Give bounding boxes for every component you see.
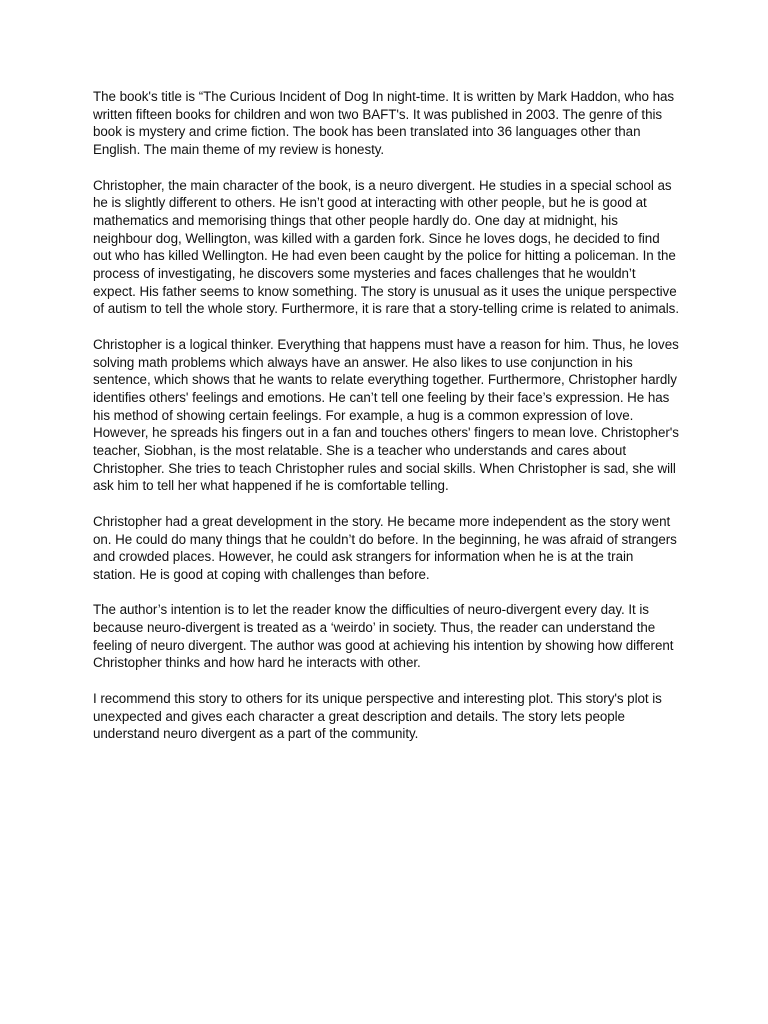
paragraph-plot-summary: Christopher, the main character of the book, is a neuro divergent. He studies in a special school as he is slightly different to others. He isn’t good at interacting with other people, but he is good at mathematics and memorising things that other people hardly do. One day at midnight, his neighbour dog, Wellington, was killed with a garden fork. Since he loves dogs, he decided to find out who has killed Wellington. He had even been caught by the police for hitting a policeman. In the process of investigating, he discovers some mysteries and faces challenges that he wouldn’t expect. His father seems to know something. The story is unusual as it uses the unique perspective of autism to tell the whole story. Furthermore, it is rare that a story-telling crime is related to animals. <box>93 177 679 317</box>
paragraph-recommendation: I recommend this story to others for its unique perspective and interesting plot. This story's plot is unexpected and gives each character a great description and details. The story lets people understand neuro divergent as a part of the community. <box>93 690 662 742</box>
paragraph-intro: The book's title is “The Curious Incident of Dog In night-time. It is written by Mark Haddon, who has written fifteen books for children and won two BAFT's. It was published in 2003. The genre of this book is mystery and crime fiction. The book has been translated into 36 languages other than English. The main theme of my review is honesty. <box>93 89 675 158</box>
paragraph-author-intention: The author’s intention is to let the reader know the difficulties of neuro-divergent every day. It is because neuro-divergent is treated as a ‘weirdo’ in society. Thus, the reader can understand the feeling of neuro divergent. The author was good at achieving his intention by showing how different Christopher thinks and how hard he interacts with other. <box>93 602 674 671</box>
paragraph-character-analysis: Christopher is a logical thinker. Everything that happens must have a reason for him. Thus, he loves solving math problems which always have an answer. He also likes to use conjunction in his sentence, which shows that he wants to relate everything together. Furthermore, Christopher hardly identifies others' feelings and emotions. He can’t tell one feeling by their face’s expression. He has his method of showing certain feelings. For example, a hug is a common expression of love. However, he spreads his fingers out in a fan and touches others' fingers to mean love. Christopher's teacher, Siobhan, is the most relatable. She is a teacher who understands and cares about Christopher. She tries to teach Christopher rules and social skills. When Christopher is sad, she will ask him to tell her what happened if he is comfortable telling. <box>93 336 679 494</box>
paragraph-character-development: Christopher had a great development in the story. He became more independent as the story went on. He could do many things that he couldn’t do before. In the beginning, he was afraid of strangers and crowded places. However, he could ask strangers for information when he is at the train station. He is good at coping with challenges than before. <box>93 513 677 582</box>
document-body <box>93 88 679 761</box>
